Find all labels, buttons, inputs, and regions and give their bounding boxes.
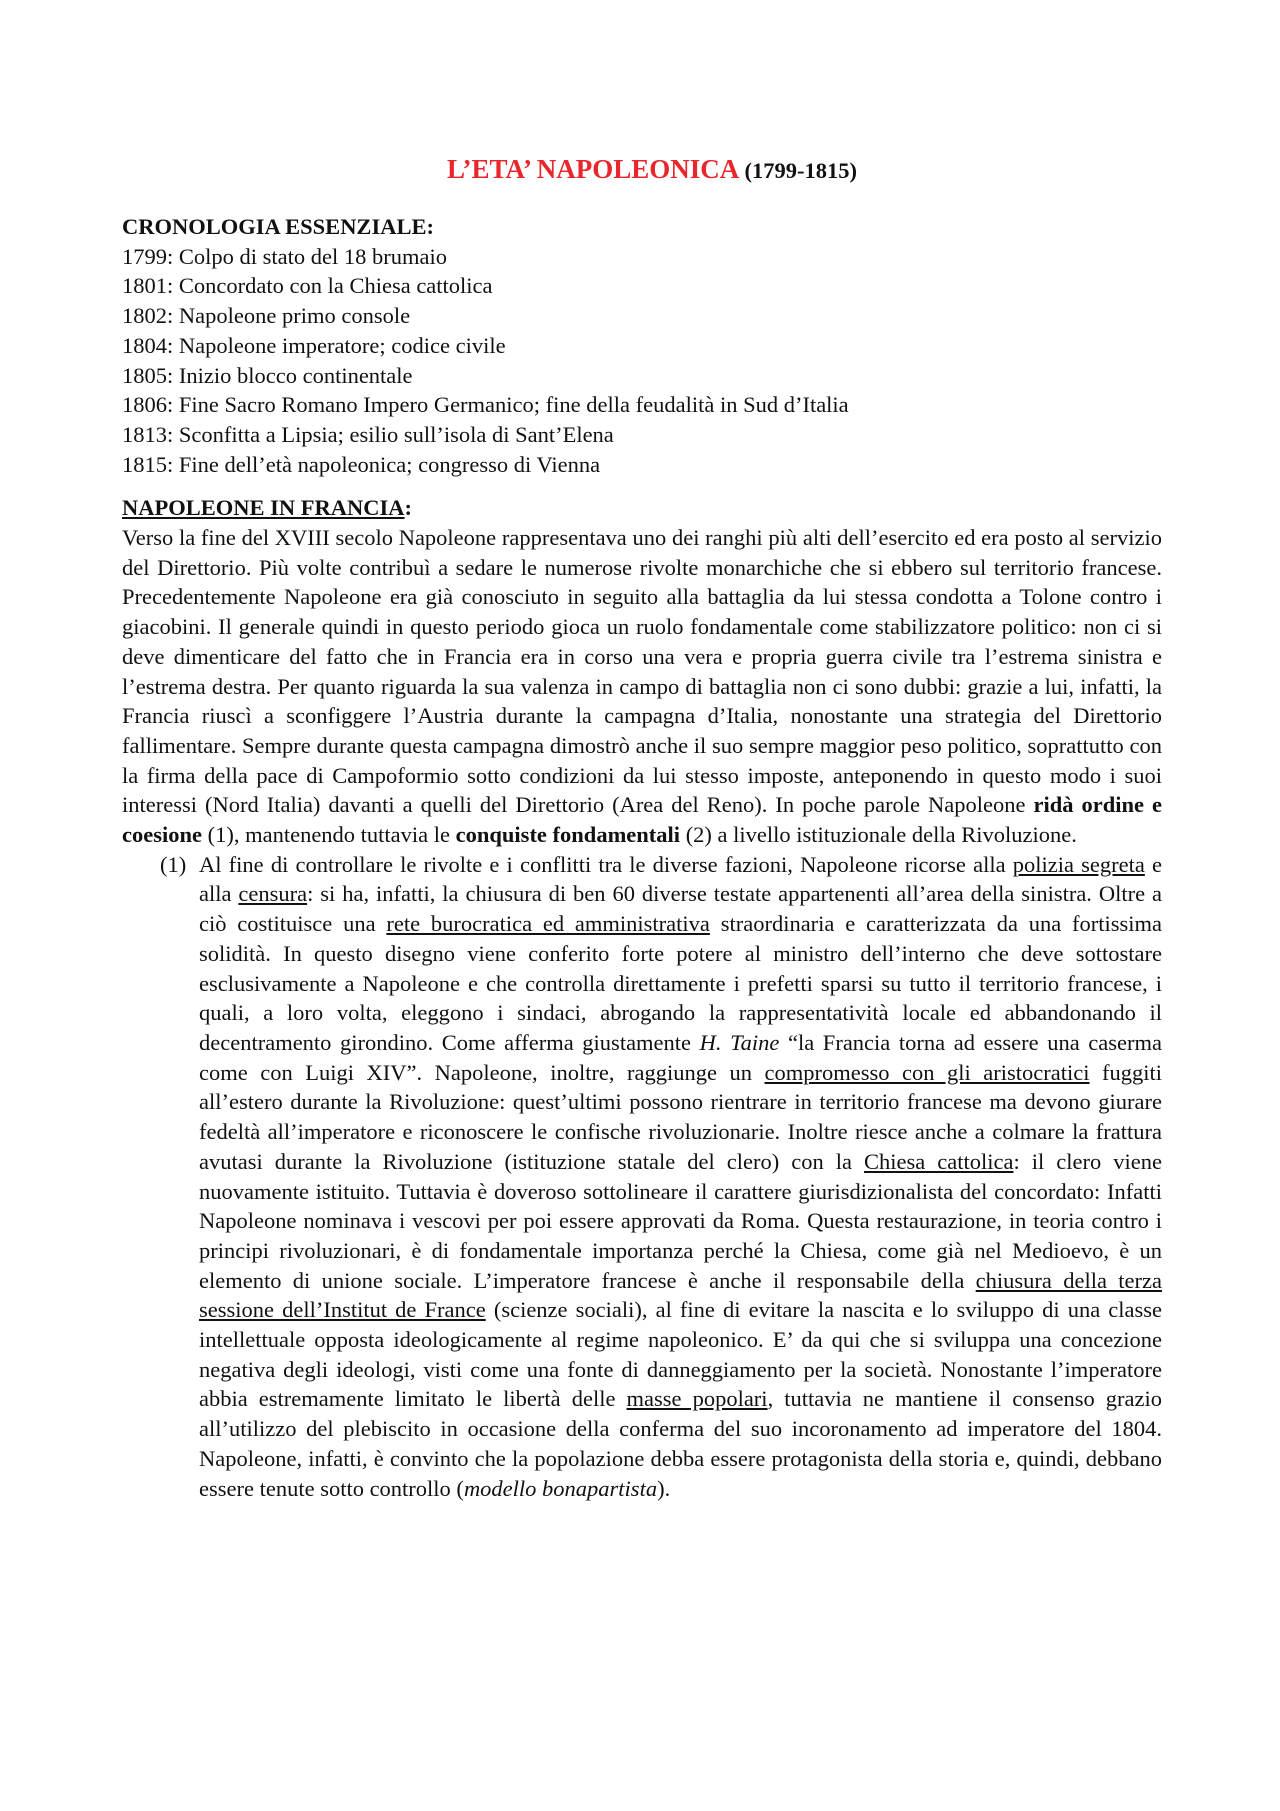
item-underlined-term: compromesso con gli aristocratici [764, 1059, 1090, 1085]
item-text: ). [657, 1475, 671, 1501]
chronology-heading: CRONOLOGIA ESSENZIALE: [122, 214, 434, 239]
item-text: (scienze sociali), al fine di evitare la nascita e lo sviluppo di una classe intellettuale opposta ideologicamente al regime napoleonico. E’ da qui che si sviluppa una concezione negativa degli ideologi, visti come una fonte di danneggiamento per la società. Nonostante l’imperatore abbia estremamente limitato le libertà delle [199, 1297, 1162, 1412]
intro-text-3: (2) a livello istituzionale della Rivoluzione. [680, 822, 1077, 848]
chronology-entry: 1805: Inizio blocco continentale [122, 362, 413, 388]
item-number: (1) [160, 851, 187, 877]
page-title [122, 152, 1162, 188]
item-text: : si ha, infatti, la chiusura di ben 60 diverse testate appartenenti all’area della sinistra. Oltre a ciò costituisce una [199, 881, 1162, 937]
item-underlined-term: masse popolari [626, 1386, 768, 1412]
numbered-item-1 [160, 850, 1163, 1503]
chronology-entry: 1815: Fine dell’età napoleonica; congresso di Vienna [122, 451, 601, 477]
chronology-entry: 1804: Napoleone imperatore; codice civile [122, 332, 506, 358]
item-underlined-term: censura [238, 881, 308, 907]
title-main: L’ETA’ NAPOLEONICA [446, 154, 738, 184]
section-heading [122, 493, 1162, 523]
item-italic-term: modello bonapartista [463, 1475, 658, 1501]
item-underlined-term: rete burocratica ed amministrativa [386, 911, 710, 937]
item-text: e alla [199, 851, 1162, 907]
item-text: straordinaria e caratterizzata da una fortissima solidità. In questo disegno viene conferito forte potere al ministro dell’interno che deve sottostare esclusivamente a Napoleone e che controlla direttamente i prefetti sparsi su tutto il territorio francese, i quali, a loro volta, eleggono i sindaci, abrogando la rappresentatività locale ed abbandonando il decentramento girondino. Come afferma giustamente [199, 911, 1163, 1055]
chronology-entry: 1813: Sconfitta a Lipsia; esilio sull’isola di Sant’Elena [122, 421, 614, 447]
intro-bold-1: ridà ordine e coesione [122, 792, 1162, 848]
document-page [122, 152, 1162, 1503]
chronology-entry: 1806: Fine Sacro Romano Impero Germanico; fine della feudalità in Sud d’Italia [122, 392, 849, 418]
section-heading-text: NAPOLEONE IN FRANCIA [122, 495, 405, 521]
title-years: (1799-1815) [744, 158, 858, 183]
intro-bold-2: conquiste fondamentali [455, 822, 681, 848]
chronology-list [122, 242, 1162, 480]
chronology-entry: 1799: Colpo di stato del 18 brumaio [122, 243, 447, 269]
intro-text-1: Verso la fine del XVIII secolo Napoleone rappresentava uno dei ranghi più alti dell’esercito ed era posto al servizio del Direttorio. Più volte contribuì a sedare le numerose rivolte monarchiche che si ebbero sul territorio francese. Precedentemente Napoleone era già conosciuto in seguito alla battaglia da lui stessa condotta a Tolone contro i giacobini. Il generale quindi in questo periodo gioca un ruolo fondamentale come stabilizzatore politico: non ci si deve dimenticare del fatto che in Francia era in corso una vera e propria guerra civile tra l’estrema sinistra e l’estrema destra. Per quanto riguarda la sua valenza in campo di battaglia non ci sono dubbi: grazie a lui, infatti, la Francia riuscì a sconfiggere l’Austria durante la campagna d’Italia, nonostante una strategia del Direttorio fallimentare. Sempre durante questa campagna dimostrò anche il suo sempre maggior peso politico, soprattutto con la firma della pace di Campoformio sotto condizioni da lui stesso imposte, anteponendo in questo modo i suoi interessi (Nord Italia) davanti a quelli del Direttorio (Area del Reno). In poche parole Napoleone [122, 525, 1162, 818]
item-text: fuggiti all’estero durante la Rivoluzione: quest’ultimi possono rientrare in territorio francese ma devono giurare fedeltà all’imperatore e riconoscere le confische rivoluzionarie. Inoltre riesce anche a colmare la frattura avutasi durante la Rivoluzione (istituzione statale del clero) con la [199, 1059, 1163, 1174]
item-underlined-term: chiusura della terza sessione dell’Institut de France [199, 1267, 1162, 1323]
item-text: “la Francia torna ad essere una caserma come con Luigi XIV”. Napoleone, inoltre, raggiunge un [199, 1029, 1162, 1085]
item-text: : il clero viene nuovamente istituito. Tuttavia è doveroso sottolineare il carattere giurisdizionalista del concordato: Infatti Napoleone nominava i vescovi per poi essere approvati da Roma. Questa restaurazione, in teoria contro i principi rivoluzionari, è di fondamentale importanza perché la Chiesa, come già nel Medioevo, è un elemento di unione sociale. L’imperatore francese è anche il responsabile della [199, 1148, 1162, 1293]
item-underlined-term: Chiesa cattolica [864, 1148, 1014, 1174]
item-text: , tuttavia ne mantiene il consenso grazio all’utilizzo del plebiscito in occasione della conferma del suo incoronamento ad imperatore del 1804. Napoleone, infatti, è convinto che la popolazione debba essere protagonista della storia e, quindi, debbano essere tenute sotto controllo ( [199, 1386, 1162, 1501]
item-text: Al fine di controllare le rivolte e i conflitti tra le diverse fazioni, Napoleone ricorse alla [199, 851, 1013, 877]
chronology-entry: 1802: Napoleone primo console [122, 303, 411, 329]
section-heading-colon: : [404, 495, 413, 521]
intro-text-2: (1), mantenendo tuttavia le [201, 822, 456, 848]
item-underlined-term: polizia segreta [1012, 851, 1145, 877]
intro-paragraph [122, 523, 1162, 850]
item-italic-author: H. Taine [699, 1029, 780, 1055]
chronology-entry: 1801: Concordato con la Chiesa cattolica [122, 273, 493, 299]
